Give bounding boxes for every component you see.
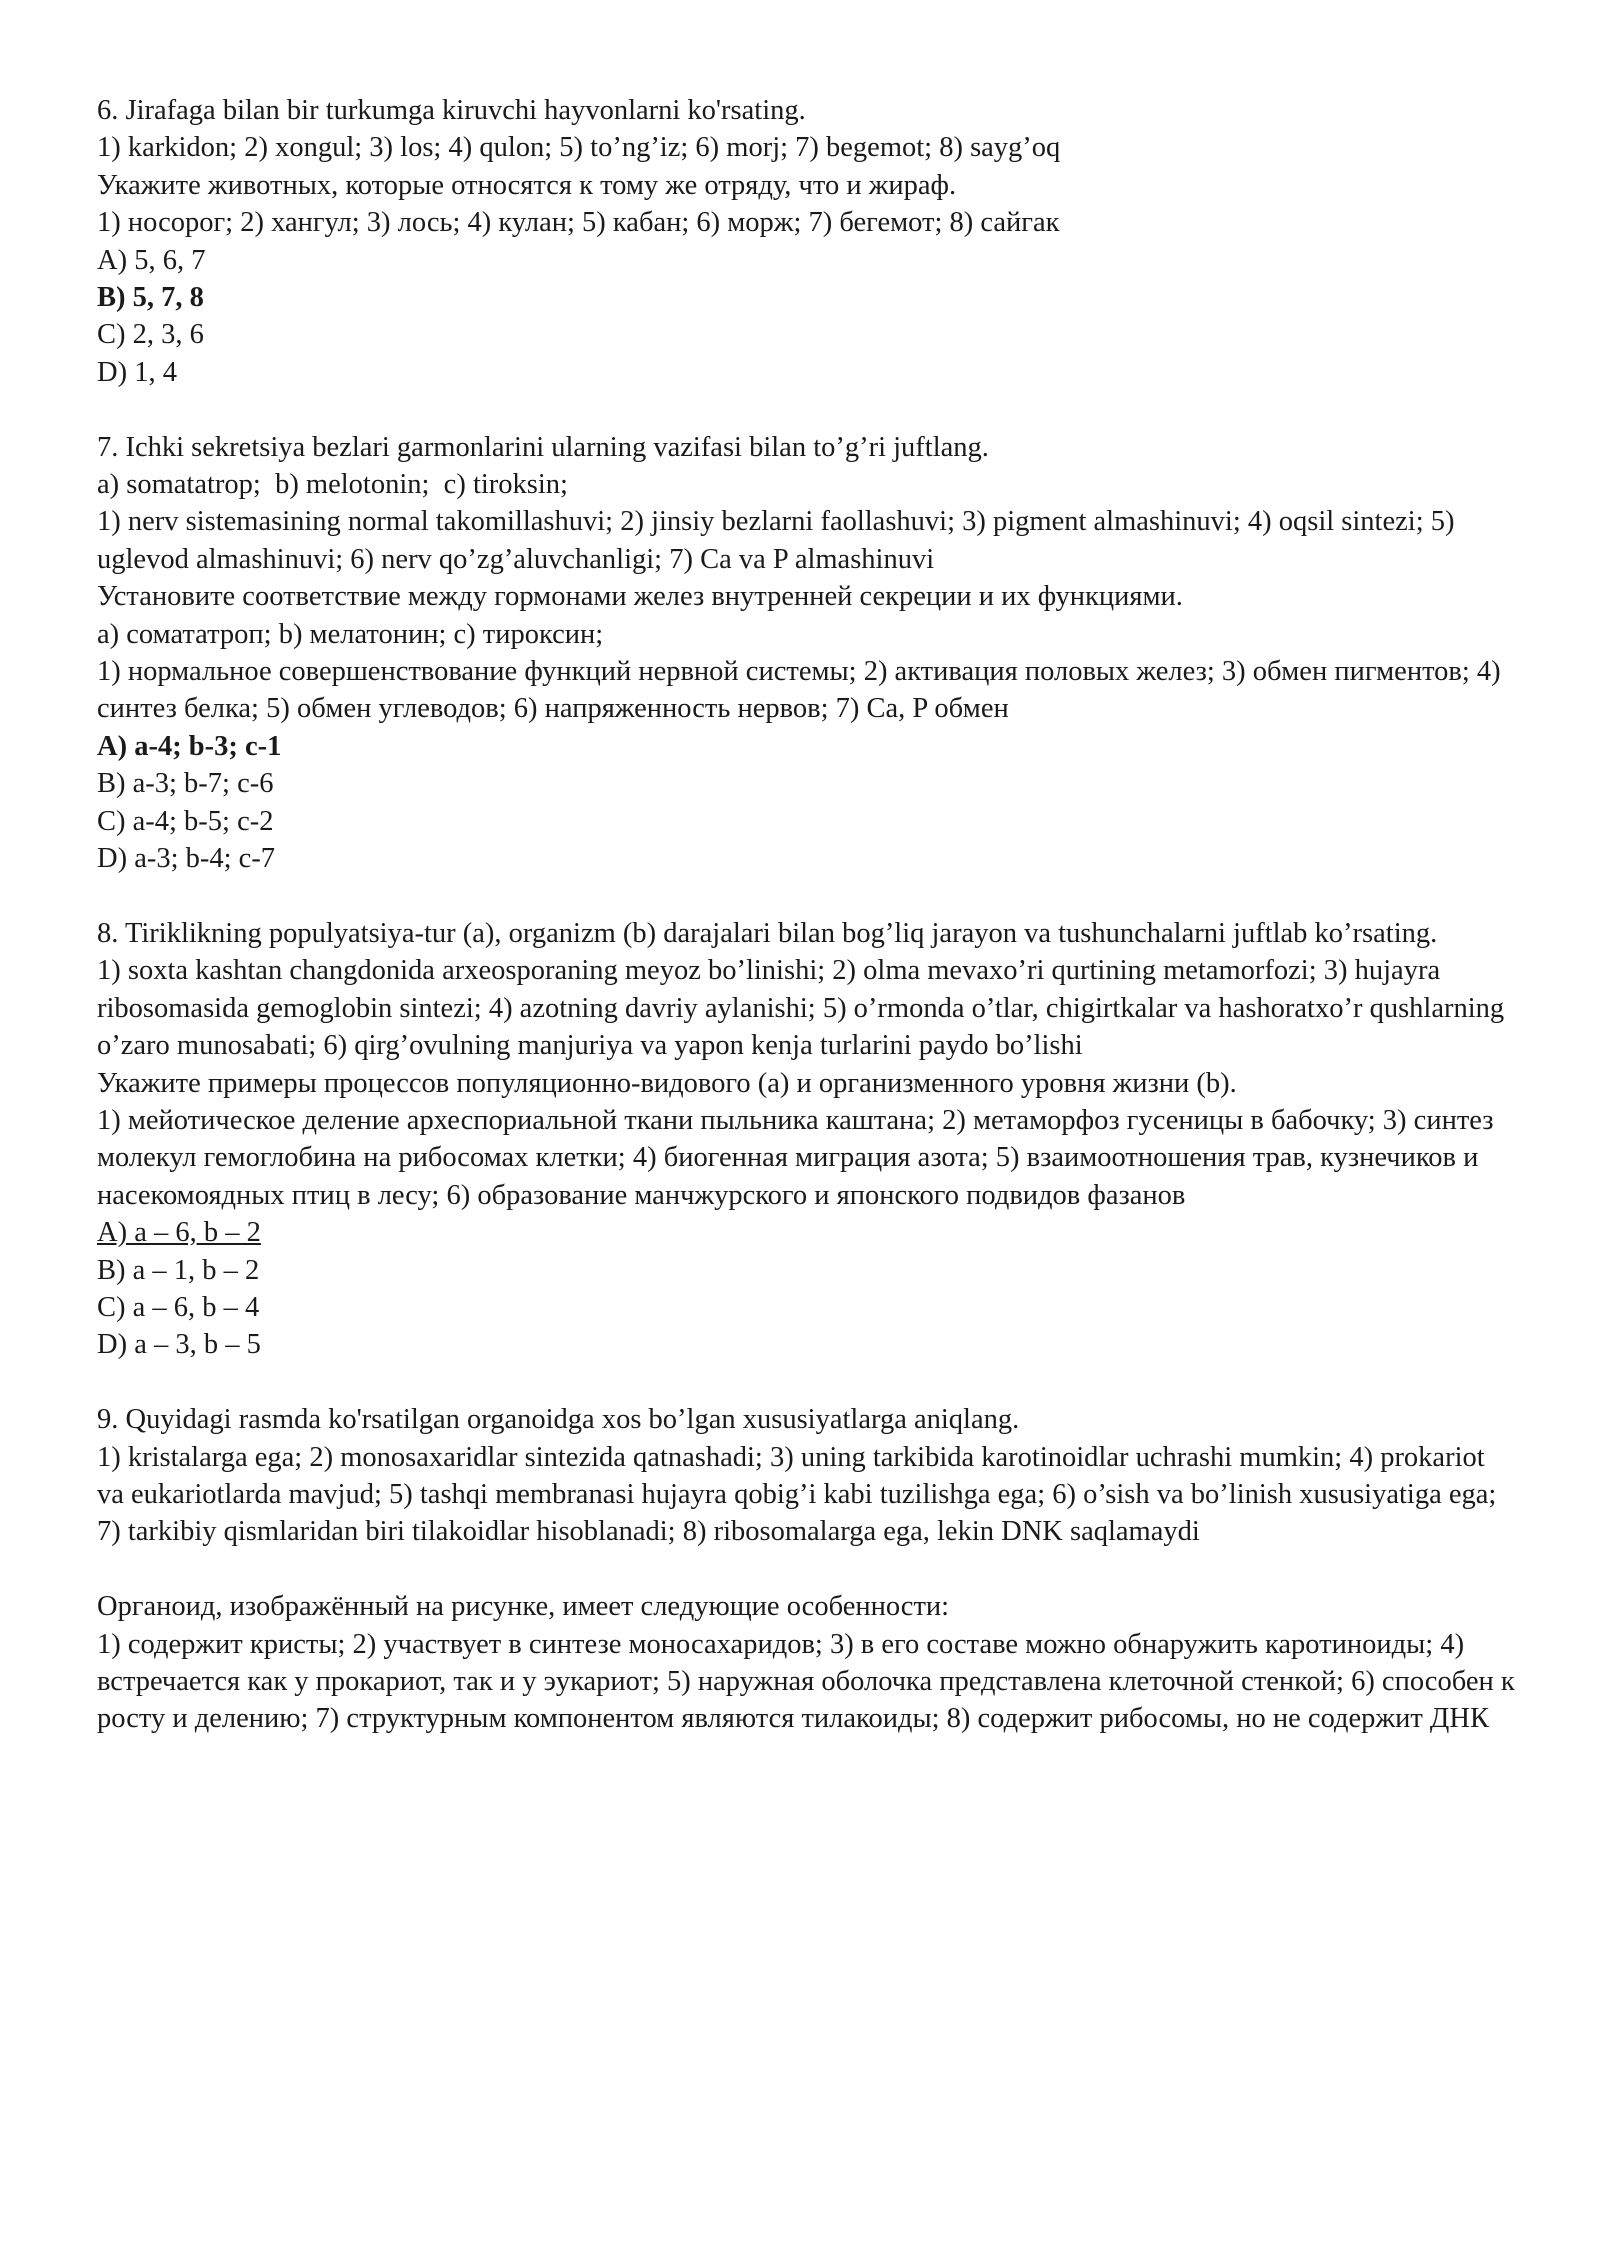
question-7 <box>97 429 1517 878</box>
answer-option-c: C) 2, 3, 6 <box>97 319 204 351</box>
test-page <box>97 92 1522 1775</box>
answer-option-b: B) a – 1, b – 2 <box>97 1254 260 1286</box>
question-stem-ru: Органоид, изображённый на рисунке, имеет следующие особенности: <box>97 1591 950 1623</box>
answer-option-a-correct: A) a-4; b-3; c-1 <box>97 730 282 762</box>
question-9 <box>97 1401 1522 1738</box>
answer-option-d: D) a – 3, b – 5 <box>97 1329 261 1361</box>
question-items-uz: 1) nerv sistemasining normal takomillashuvi; 2) jinsiy bezlarni faollashuvi; 3) pigment almashinuvi; 4) oqsil sintezi; 5) uglevod almashinuvi; 6) nerv qo’zg’aluvchanligi; 7) Ca va P almashinuvi <box>97 506 1462 575</box>
question-items-ru: 1) мейотическое деление археспориальной ткани пыльника каштана; 2) метаморфоз гусеницы в бабочку; 3) синтез молекул гемоглобина на рибосомах клетки; 4) биогенная миграция азота; 5) взаимоотношения трав, кузнечиков и насекомоядных птиц в лесу; 6) образование манчжурского и японского подвидов фазанов <box>97 1104 1501 1211</box>
question-items-ru: 1) нормальное совершенствование функций нервной системы; 2) активация половых желез; 3) обмен пигментов; 4) синтез белка; 5) обмен углеводов; 6) напряженность нервов; 7) Ca, P обмен <box>97 656 1508 725</box>
question-8 <box>97 915 1517 1364</box>
answer-option-c: C) a-4; b-5; c-2 <box>97 805 274 837</box>
question-6 <box>97 92 1517 391</box>
answer-option-a-correct <box>97 1214 1517 1251</box>
question-items-uz: 1) karkidon; 2) xongul; 3) los; 4) qulon; 5) to’ng’iz; 6) morj; 7) begemot; 8) sayg’oq <box>97 132 1061 164</box>
question-items-ru: 1) носорог; 2) хангул; 3) лось; 4) кулан; 5) кабан; 6) морж; 7) бегемот; 8) сайгак <box>97 207 1060 239</box>
question-stem-uz: 8. Tiriklikning populyatsiya-tur (a), organizm (b) darajalari bilan bog’liq jarayon va tushunchalarni juftlab ko’rsating. <box>97 917 1438 949</box>
question-stem-ru: Укажите животных, которые относятся к тому же отряду, что и жираф. <box>97 169 957 201</box>
answer-option-a: A) 5, 6, 7 <box>97 244 206 276</box>
question-terms-uz: a) somatatrop; b) melotonin; c) tiroksin; <box>97 469 568 501</box>
answer-option-b: B) a-3; b-7; c-6 <box>97 768 274 800</box>
answer-option-b-correct: B) 5, 7, 8 <box>97 282 204 314</box>
question-stem-uz: 7. Ichki sekretsiya bezlari garmonlarini ularning vazifasi bilan to’g’ri juftlang. <box>97 431 989 463</box>
question-items-uz: 1) soxta kashtan changdonida arxeosporaning meyoz bo’linishi; 2) olma mevaxo’ri qurtining metamorfozi; 3) hujayra ribosomasida gemoglobin sintezi; 4) azotning davriy aylanishi; 5) o’rmonda o’tlar, chigirtkalar va hashoratxo’r qushlarning o’zaro munosabati; 6) qirg’ovulning manjuriya va yapon kenja turlarini paydo bo’lishi <box>97 955 1512 1062</box>
question-items-ru: 1) содержит кристы; 2) участвует в синтезе моносахаридов; 3) в его составе можно обнаружить каротиноиды; 4) встречается как у прокариот, так и у эукариот; 5) наружная оболочка представлена клеточной стенкой; 6) способен к росту и делению; 7) структурным компонентом являются тилакоиды; 8) содержит рибосомы, но не содержит ДНК <box>97 1628 1522 1735</box>
question-terms-ru: а) сомататроп; b) мелатонин; c) тироксин; <box>97 618 604 650</box>
question-stem-ru: Установите соответствие между гормонами желез внутренней секреции и их функциями. <box>97 581 1183 613</box>
answer-option-c: C) a – 6, b – 4 <box>97 1291 260 1323</box>
question-stem-ru: Укажите примеры процессов популяционно-видового (а) и организменного уровня жизни (b). <box>97 1067 1237 1099</box>
answer-option-d: D) a-3; b-4; c-7 <box>97 843 276 875</box>
question-stem-uz: 9. Quyidagi rasmda ko'rsatilgan organoidga xos bo’lgan xususiyatlarga aniqlang. <box>97 1404 1020 1436</box>
answer-option-d: D) 1, 4 <box>97 356 177 388</box>
question-items-uz: 1) kristalarga ega; 2) monosaxaridlar sintezida qatnashadi; 3) uning tarkibida karotinoidlar uchrashi mumkin; 4) prokariot va eukariotlarda mavjud; 5) tashqi membranasi hujayra qobig’i kabi tuzilishga ega; 6) o’sish va bo’linish xususiyatiga ega; 7) tarkibiy qismlaridan biri tilakoidlar hisoblanadi; 8) ribosomalarga ega, lekin DNK saqlamaydi <box>97 1441 1504 1548</box>
question-stem-uz: 6. Jirafaga bilan bir turkumga kiruvchi hayvonlarni ko'rsating. <box>97 95 806 126</box>
answer-option-a-text: A) a – 6, b – 2 <box>97 1217 261 1249</box>
